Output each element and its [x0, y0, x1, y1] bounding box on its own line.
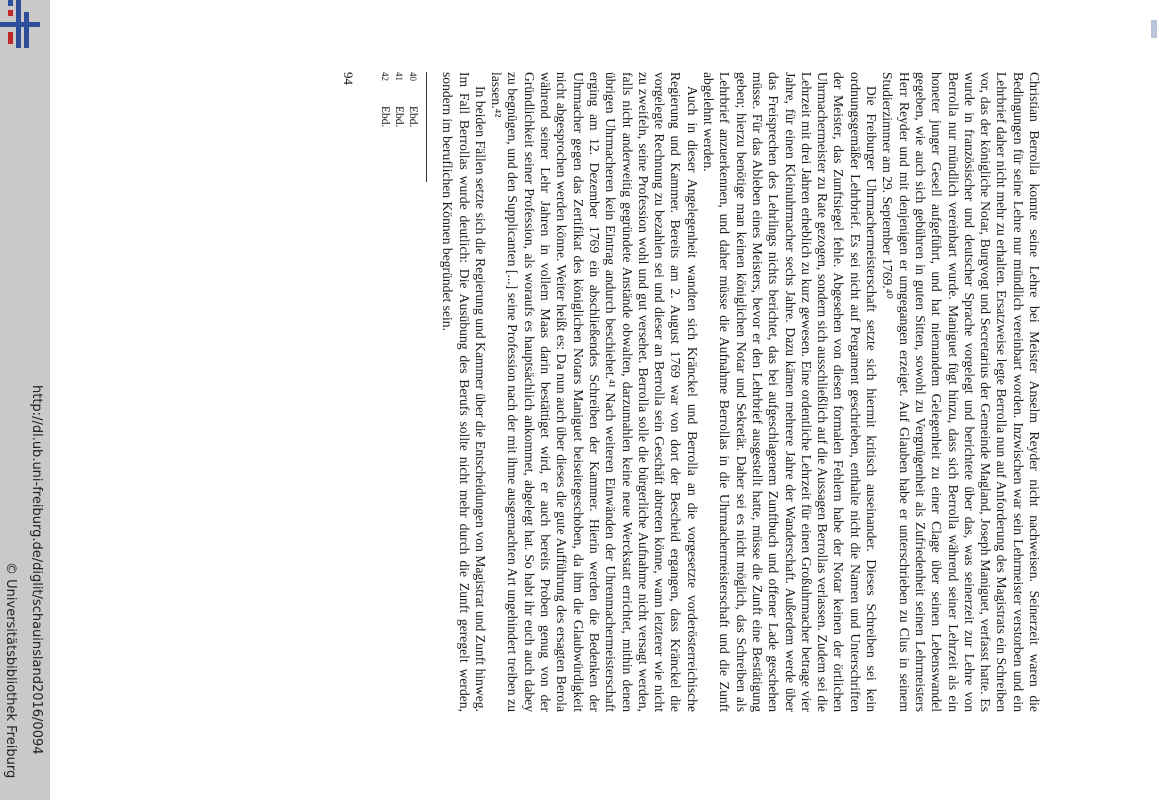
footnote — [406, 72, 420, 712]
book-page — [340, 72, 1042, 712]
paragraph-2-text: Die Freiburger Uhrmachermeisterschaft setzte sich hiermit kritisch auseinander. Dieses Schreiben sei kein ordnungsgemäßer Lehrbrief. Es sei nicht auf Pergament geschrieben, enthalte nicht die Namen und Unterschriften der Meister, das Zunftsiegel fehle. Abgesehen von diesen formalen Fehlern habe der Notar keinen der örtlichen Uhrmachermeister zu Rate gezogen, sondern sich ausschließlich auf die Aussagen Berrollas verlassen. Zudem sei die Lehrzeit mit drei Jahren erheblich zu kurz gewesen. Eine ordentliche Lehrzeit für einen Großuhrmacher betrage vier Jahre, für einen Kleinuhrmacher sechs Jahre. Dazu kämen mehrere Jahre der Wanderschaft. Außerdem werde über das Freisprechen des Lehrlings nichts berichtet, das bei aufgeschlagenem Zunftbuch und offener Lade geschehen müsse. Für das Ableben eines Meisters, bevor er den Lehrbrief ausgestellt hatte, müsse die Zunft eine Bestätigung geben; hierzu benötige man keinen königlichen Notar und Sekretär. Daher sei es nicht möglich, das Schreiben als Lehrbrief anzuerkennen, und daher müsse die Aufnahme Berrollas in die Uhrmachermeisterschaft und die Zunft abgelehnt werden. — [701, 72, 880, 712]
page-edge-marker — [1151, 20, 1157, 38]
footnote — [392, 72, 406, 712]
copyright-notice: © Universitätsbibliothek Freiburg — [3, 562, 18, 779]
viewer-sidebar — [0, 0, 50, 800]
paragraph-2 — [700, 72, 879, 712]
paragraph-4-text: In beiden Fällen setzte sich die Regierung und Kammer über die Entscheidungen von Magistrat und Zunft hinweg. Im Fall Berrollas wurde deutlich: Die Ausübung des Berufs sollte nicht mehr durch die Zunft geregelt werden, sondern im beruflichen Können begründet sein. — [440, 72, 488, 712]
paragraph-1-text: Christian Berrolla konnte seine Lehre bei Meister Anselm Reyder nicht nachweisen. Seinerzeit waren die Bedingungen für seine Lehre nur mündlich vereinbart worden. Inzwischen war sein Lehrmeister verstorben und ein Lehrbrief daher nicht mehr zu erhalten. Ersatzweise legte Berrolla nun auf Anforderung des Magistrats ein Schreiben vor, das der königliche Notar, Burgvogt und Secretarius der Gemeinde Magland, Joseph Maniguet, verfasst hatte. Es wurde in französischer und deutscher Sprache vorgelegt und berichtete über das, was seinerzeit zur Lehre von Berrolla nur mündlich vereinbart wurde. Maniguet fügt hinzu, dass sich Berrolla während seiner Lehrzeit als ein honeter junger Gesell aufgeführt, und hat niemandem Gelegenheit zu einer Clage über seinen Lebenswandel gegeben, wie auch sich gebühren in guten Sitten, sowohl zu Vergnügenheit als Zufriedenheit seinen Lehrmeisters Herr Reyder und mit denjenigen er umgegangen erzeiget. Auf Glauben habe er unterschrieben zu Clus in seinem Studierzimmer am 29. September 1769.⁴⁰ — [880, 72, 1042, 712]
footnote-text: Ebd. — [407, 106, 420, 128]
source-url[interactable]: http://dl.ub.uni-freiburg.de/diglit/schauinsland2016/0094 — [29, 385, 44, 755]
footnote-number: 42 — [380, 72, 391, 81]
university-logo-icon — [0, 0, 42, 48]
footnote-text: Ebd. — [379, 106, 392, 128]
footnote-text: Ebd. — [393, 106, 406, 128]
footnote-divider — [426, 72, 427, 182]
footnote-number: 40 — [408, 72, 419, 81]
page-number: 94 — [341, 72, 357, 85]
paragraph-1 — [879, 72, 1042, 712]
paragraph-4 — [439, 72, 488, 712]
footnote-number: 41 — [394, 72, 405, 81]
paragraph-3-text: Auch in dieser Angelegenheit wandten sich Kränckel und Berrolla an die vorgesetzte vorderösterreichische Regierung und Kammer. Bereits am 2. August 1769 war von dort der Bescheid ergangen, dass Kränckel die vorgelegte Rechnung zu bezahlen sei und dieser an Berrolla sein Geschäft abtreten könne, wann letzterer wie nicht zu zweifeln, seine Profession wohl und gut versehet. Berrolla solle die bürgerliche Aufnahme nicht versagt werden, falls nicht anderweitig gegründete Anstände obwalten, darzumahlen keine neue Werckstatt errichtet, mithin denen übrigen Uhrmacheren kein Eintrag andurch beschiehet.⁴¹ Nach weiteren Einwänden der Uhrenmachermeisterschaft erging am 12. Dezember 1769 ein abschließendes Schreiben der Kammer. Hierin werden die Bedenken der Uhrmacher gegen das Zertifikat des königlichen Notars Maniguet beiseitegeschoben, da ihm die Glaubwürdigkeit nicht abgesprochen werden könne. Weiter heißt es: Da nun auch über dieses die gute Aufführung des ersagten Berola während seiner Lehr Jahren in vollem Maas darin bestättiget wird, er auch bereits Proben genug von der Gründlichkeit seiner Profession, als woraufs es hauptsächlich ankommet, abgelegt hat. So habt ihr euch auch dabey zu begnügen, und den Supplicanten [...] seine Profession nach der mit ihme ausgemachten Art ungehindert treiben zu lassen.⁴² — [489, 72, 700, 712]
paragraph-3 — [488, 72, 700, 712]
footnote — [378, 72, 392, 712]
